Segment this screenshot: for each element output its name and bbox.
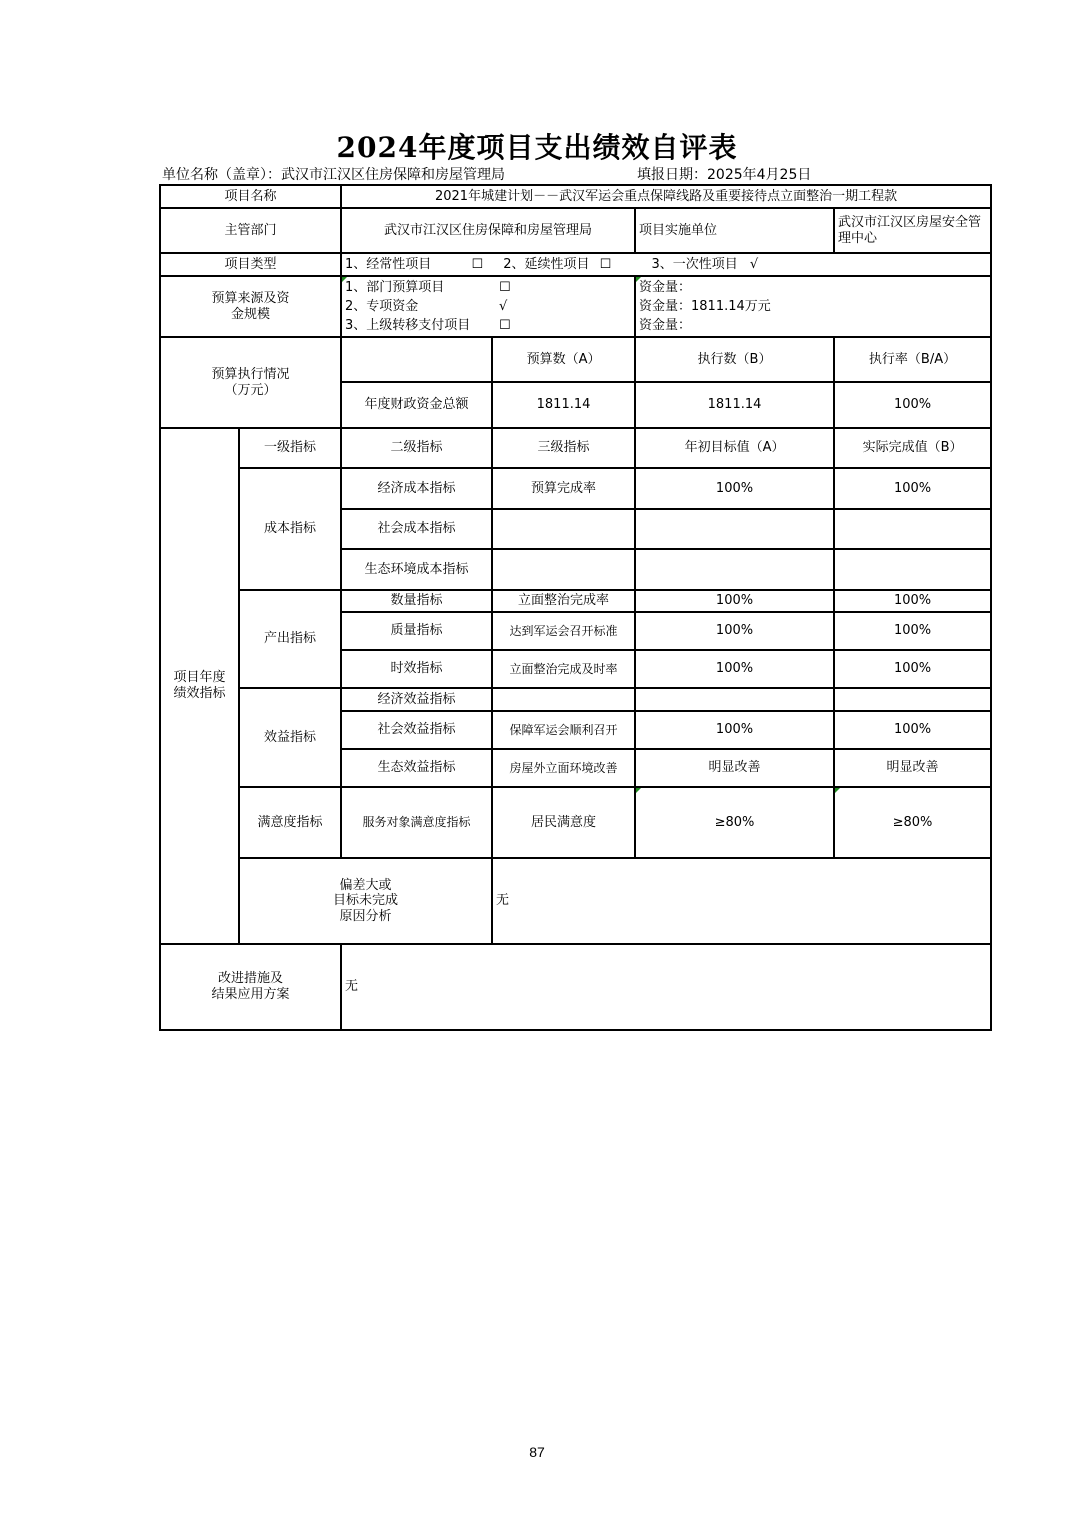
header-target: 年初目标值（A） — [635, 428, 834, 468]
actual-cell — [834, 549, 991, 590]
level2-cell: 社会成本指标 — [341, 509, 492, 549]
source-item-1: 1、部门预算项目 — [345, 280, 445, 295]
target-cell: ≥80% — [635, 787, 834, 858]
level3-cell: 房屋外立面环境改善 — [492, 749, 635, 787]
deviation-value: 无 — [492, 858, 991, 944]
budget-amounts — [635, 276, 991, 337]
execution-header-budget: 预算数（A） — [492, 337, 635, 382]
checkbox-icon: ☐ — [499, 280, 511, 295]
level2-cell: 服务对象满意度指标 — [341, 787, 492, 858]
actual-cell: 100% — [834, 711, 991, 749]
level3-cell: 立面整治完成及时率 — [492, 650, 635, 688]
check-mark-icon: √ — [749, 256, 759, 272]
level3-cell: 达到军运会召开标准 — [492, 612, 635, 650]
actual-amount: 1811.14 — [635, 382, 834, 428]
type-option-1: 1、经常性项目 — [345, 256, 432, 272]
label-line: 原因分析 — [339, 908, 392, 924]
budget-source-items — [341, 276, 635, 337]
form-title: 2024年度项目支出绩效自评表 — [336, 131, 738, 164]
dept-value: 武汉市江汉区住房保障和房屋管理局 — [341, 208, 635, 253]
execution-header-actual: 执行数（B） — [635, 337, 834, 382]
level2-cell: 质量指标 — [341, 612, 492, 650]
indicator-group-label: 项目年度绩效指标 — [160, 428, 239, 944]
project-type-options — [341, 253, 991, 276]
level1-cost: 成本指标 — [239, 468, 341, 590]
improvement-value: 无 — [341, 944, 991, 1030]
project-name-label: 项目名称 — [160, 185, 341, 208]
type-option-3: 3、一次性项目 — [651, 256, 738, 272]
execution-header-rate: 执行率（B/A） — [834, 337, 991, 382]
target-cell: 100% — [635, 468, 834, 509]
header-actual: 实际完成值（B） — [834, 428, 991, 468]
header-level2: 二级指标 — [341, 428, 492, 468]
label-line: 改进措施及 — [218, 971, 284, 987]
source-item-3: 3、上级转移支付项目 — [345, 318, 471, 333]
level3-cell — [492, 509, 635, 549]
dept-label: 主管部门 — [160, 208, 341, 253]
target-cell — [635, 688, 834, 711]
actual-cell: 明显改善 — [834, 749, 991, 787]
header-level1: 一级指标 — [239, 428, 341, 468]
target-cell: 100% — [635, 612, 834, 650]
execution-header-blank — [341, 337, 492, 382]
actual-cell — [834, 509, 991, 549]
level2-cell: 社会效益指标 — [341, 711, 492, 749]
project-name-value: 2021年城建计划－－武汉军运会重点保障线路及重要接待点立面整治一期工程款 — [341, 185, 991, 208]
level3-cell: 居民满意度 — [492, 787, 635, 858]
target-cell: 明显改善 — [635, 749, 834, 787]
actual-cell — [834, 688, 991, 711]
level2-cell: 生态效益指标 — [341, 749, 492, 787]
actual-cell: 100% — [834, 468, 991, 509]
target-cell: 100% — [635, 711, 834, 749]
level1-satisfaction: 满意度指标 — [239, 787, 341, 858]
source-item-2: 2、专项资金 — [345, 299, 419, 314]
level2-cell: 生态环境成本指标 — [341, 549, 492, 590]
actual-cell: 100% — [834, 650, 991, 688]
checkbox-icon: ☐ — [599, 256, 612, 272]
unit-name: 单位名称（盖章）：武汉市江汉区住房保障和房屋管理局 — [162, 167, 505, 183]
label-line: 结果应用方案 — [211, 987, 290, 1002]
checkbox-icon: ☐ — [471, 256, 484, 272]
execution-rate: 100% — [834, 382, 991, 428]
form-meta — [162, 164, 812, 184]
impl-unit-label: 项目实施单位 — [635, 208, 834, 253]
execution-label: 预算执行情况（万元） — [160, 337, 341, 428]
source-amount-1: 资金量： — [639, 280, 692, 295]
target-cell: 100% — [635, 650, 834, 688]
level1-benefit: 效益指标 — [239, 688, 341, 787]
annual-fund-label: 年度财政资金总额 — [341, 382, 492, 428]
header-level3: 三级指标 — [492, 428, 635, 468]
budget-source-label: 预算来源及资金规模 — [160, 276, 341, 337]
target-cell — [635, 509, 834, 549]
check-mark-icon: √ — [499, 299, 508, 314]
impl-unit-value: 武汉市江汉区房屋安全管理中心 — [834, 208, 991, 253]
deviation-label — [239, 858, 492, 944]
level1-output: 产出指标 — [239, 590, 341, 688]
fill-date: 填报日期：2025年4月25日 — [637, 167, 812, 183]
level2-cell: 经济成本指标 — [341, 468, 492, 509]
target-cell — [635, 549, 834, 590]
level2-cell: 经济效益指标 — [341, 688, 492, 711]
project-type-label: 项目类型 — [160, 253, 341, 276]
actual-cell: ≥80% — [834, 787, 991, 858]
level3-cell: 预算完成率 — [492, 468, 635, 509]
actual-cell: 100% — [834, 612, 991, 650]
page-number: 87 — [529, 1444, 545, 1460]
type-option-2: 2、延续性项目 — [503, 256, 590, 272]
actual-cell: 100% — [834, 590, 991, 612]
label-line: 目标未完成 — [333, 893, 399, 909]
label-line: 偏差大或 — [339, 877, 392, 893]
level3-cell — [492, 549, 635, 590]
level2-cell: 数量指标 — [341, 590, 492, 612]
improvement-label — [160, 944, 341, 1030]
level3-cell: 保障军运会顺利召开 — [492, 711, 635, 749]
source-amount-2: 资金量：1811.14万元 — [639, 299, 771, 314]
budget-amount: 1811.14 — [492, 382, 635, 428]
level2-cell: 时效指标 — [341, 650, 492, 688]
level3-cell — [492, 688, 635, 711]
self-evaluation-table — [159, 184, 992, 1031]
target-cell: 100% — [635, 590, 834, 612]
level3-cell: 立面整治完成率 — [492, 590, 635, 612]
checkbox-icon: ☐ — [499, 318, 511, 333]
source-amount-3: 资金量： — [639, 318, 692, 333]
